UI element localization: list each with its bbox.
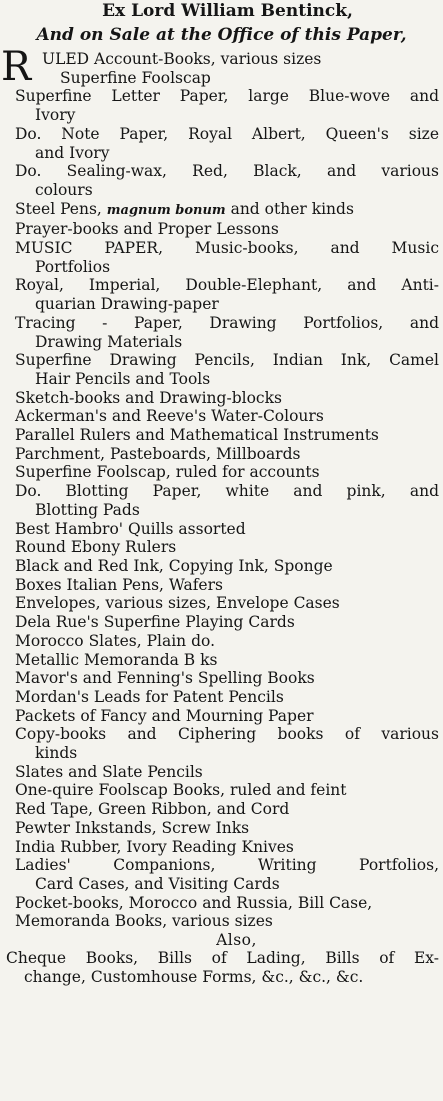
list-item-line1: One-quire Foolscap Books, ruled and feint — [15, 781, 347, 800]
list-item — [0, 576, 439, 595]
list-item — [0, 557, 439, 576]
list-item-line2: Portfolios — [35, 257, 111, 276]
list-item-line1: Sketch-books and Drawing-blocks — [15, 388, 282, 407]
list-item — [0, 314, 439, 351]
last-list-item — [0, 949, 439, 986]
list-item — [0, 520, 439, 539]
list-item-line1: Parallel Rulers and Mathematical Instruments — [15, 426, 379, 445]
list-item-line1: Dela Rue's Superfine Playing Cards — [15, 613, 295, 632]
list-item-italic: magnum bonum — [106, 202, 226, 218]
list-item-line1: Boxes Italian Pens, Wafers — [15, 575, 223, 594]
list-item — [0, 856, 439, 893]
list-item — [0, 351, 439, 388]
list-item-line2: kinds — [35, 744, 78, 763]
list-item-line2: Card Cases, and Visiting Cards — [35, 874, 280, 893]
list-item-line1: Superfine Drawing Pencils, Indian Ink, Camel — [15, 351, 439, 370]
list-item — [0, 463, 439, 482]
list-item-line1: Mordan's Leads for Patent Pencils — [15, 687, 284, 706]
first-item-line2: Superfine Foolscap — [60, 68, 211, 87]
last-item-line1: Cheque Books, Bills of Lading, Bills of Ex- — [6, 949, 439, 968]
first-item-line1: ULED Account-Books, various sizes — [42, 50, 322, 68]
list-item — [0, 426, 439, 445]
list-item-line1: Ladies' Companions, Writing Portfolios, — [15, 856, 439, 875]
stationery-list — [0, 87, 443, 931]
list-item-line1: Do. Note Paper, Royal Albert, Queen's size — [15, 124, 439, 143]
list-item — [0, 894, 439, 913]
list-item — [0, 819, 439, 838]
list-item-line1: Red Tape, Green Ribbon, and Cord — [15, 800, 290, 819]
list-item-line1: Superfine Letter Paper, large Blue-wove and — [15, 87, 439, 106]
list-item-text: and other kinds — [225, 199, 354, 218]
list-item — [0, 276, 439, 313]
list-item-line1: Memoranda Books, various sizes — [15, 912, 273, 931]
list-item-line1: Envelopes, various sizes, Envelope Cases — [15, 594, 340, 613]
list-item-line1: Slates and Slate Pencils — [15, 762, 203, 781]
list-item — [0, 912, 439, 931]
list-item — [0, 838, 439, 857]
list-item — [0, 725, 439, 762]
list-item-line2: and Ivory — [35, 143, 110, 162]
list-item — [0, 445, 439, 464]
also-label: Also, — [216, 931, 257, 950]
list-item-line1: Copy-books and Ciphering books of various — [15, 725, 439, 744]
list-item — [0, 125, 439, 162]
list-item-line1: Packets of Fancy and Mourning Paper — [15, 706, 314, 725]
list-item — [0, 594, 439, 613]
list-item-line1: Pocket-books, Morocco and Russia, Bill Case, — [15, 893, 373, 912]
list-item-line1: MUSIC PAPER, Music-books, and Music — [15, 239, 439, 258]
list-item-line2: Blotting Pads — [35, 500, 140, 519]
list-item-line1: Do. Blotting Paper, white and pink, and — [15, 482, 439, 501]
list-item-line2: Drawing Materials — [35, 332, 183, 351]
list-item — [0, 162, 439, 199]
list-item — [0, 239, 439, 276]
list-item-line1: Black and Red Ink, Copying Ink, Sponge — [15, 556, 333, 575]
list-item — [0, 87, 439, 124]
list-item — [0, 220, 439, 239]
list-item-line1: Morocco Slates, Plain do. — [15, 631, 215, 650]
list-item-line1: Parchment, Pasteboards, Millboards — [15, 444, 301, 463]
list-item — [0, 707, 439, 726]
list-item — [0, 763, 439, 782]
list-item-line1 — [15, 200, 354, 218]
list-item — [0, 632, 439, 651]
list-item-line1: Mavor's and Fenning's Spelling Books — [15, 669, 315, 688]
list-item-line1: India Rubber, Ivory Reading Knives — [15, 837, 294, 856]
list-item-line1: Round Ebony Rulers — [15, 538, 177, 557]
list-item — [0, 669, 439, 688]
list-item — [0, 538, 439, 557]
list-item-line1: Prayer-books and Proper Lessons — [15, 220, 279, 239]
list-item-line1: Tracing - Paper, Drawing Portfolios, and — [15, 313, 439, 332]
list-item — [0, 651, 439, 670]
list-item-line2: Ivory — [35, 106, 76, 125]
list-item-line1: Do. Sealing-wax, Red, Black, and various — [15, 162, 439, 181]
last-item-line2: change, Customhouse Forms, &c., &c., &c. — [24, 967, 364, 986]
ship-heading: Ex Lord William Bentinck, — [102, 1, 353, 21]
list-item-line2: quarian Drawing-paper — [35, 295, 219, 314]
sale-heading: And on Sale at the Office of this Paper, — [36, 25, 407, 45]
list-item-line1: Royal, Imperial, Double-Elephant, and Anti- — [15, 276, 439, 295]
list-item-text: Steel Pens, — [15, 199, 107, 218]
list-item — [0, 482, 439, 519]
list-item — [0, 781, 439, 800]
list-item-line1: Pewter Inkstands, Screw Inks — [15, 818, 250, 837]
list-item-line1: Superfine Foolscap, ruled for accounts — [15, 463, 320, 482]
list-item-line2: colours — [35, 180, 93, 199]
list-item-line1: Best Hambro' Quills assorted — [15, 519, 246, 538]
list-item — [0, 688, 439, 707]
list-item — [0, 389, 439, 408]
drop-cap: R — [1, 44, 32, 90]
list-item-line1: Ackerman's and Reeve's Water-Colours — [15, 407, 324, 426]
list-item — [0, 200, 439, 221]
list-item — [0, 407, 439, 426]
list-item-line2: Hair Pencils and Tools — [35, 369, 211, 388]
list-item — [0, 613, 439, 632]
list-item-line1: Metallic Memoranda B ks — [15, 650, 218, 669]
list-item — [0, 800, 439, 819]
